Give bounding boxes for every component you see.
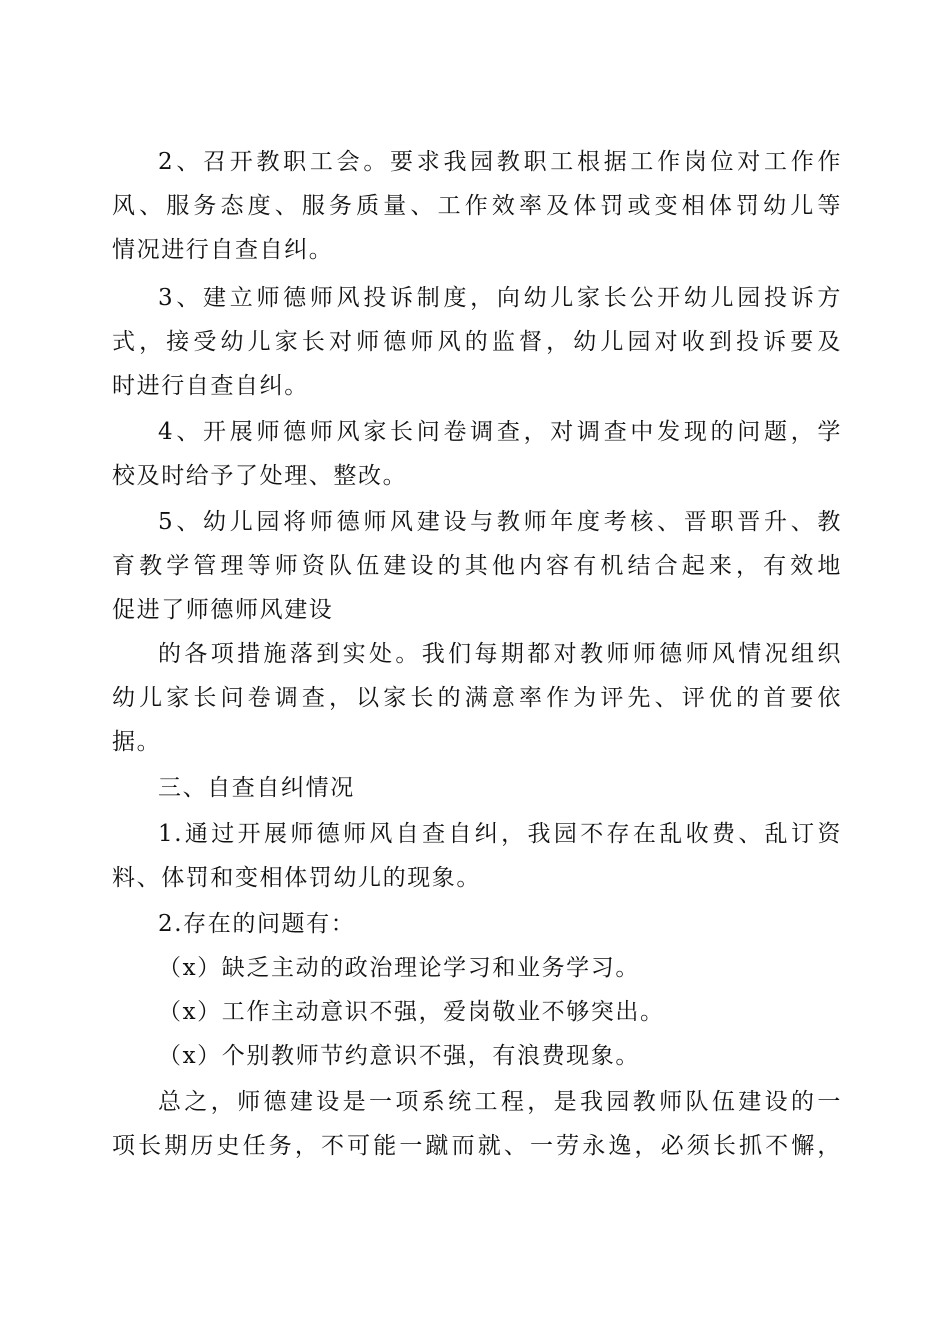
paragraph-3-line-2: 式，接受幼儿家长对师德师风的监督，幼儿园对收到投诉要及 — [112, 329, 842, 355]
paragraph-5-line-1: 5、幼儿园将师德师风建设与教师年度考核、晋职晋升、教 — [158, 509, 842, 535]
paragraph-5-line-3: 促进了师德师风建设 — [112, 597, 334, 623]
problem-2: （x）工作主动意识不强，爱岗敬业不够突出。 — [158, 999, 665, 1025]
paragraph-4-line-2: 校及时给予了处理、整改。 — [112, 463, 408, 489]
paragraph-6-line-3: 据。 — [112, 729, 162, 755]
paragraph-6-line-2: 幼儿家长问卷调查，以家长的满意率作为评先、评优的首要依 — [112, 685, 842, 711]
item-2-line-1: 2.存在的问题有： — [158, 911, 356, 937]
item-1-line-2: 料、体罚和变相体罚幼儿的现象。 — [112, 865, 481, 891]
paragraph-2-line-2: 风、服务态度、服务质量、工作效率及体罚或变相体罚幼儿等 — [112, 193, 842, 219]
item-1-line-1: 1.通过开展师德师风自查自纠，我园不存在乱收费、乱订资 — [158, 821, 842, 847]
paragraph-6-line-1: 的各项措施落到实处。我们每期都对教师师德师风情况组织 — [158, 641, 842, 667]
paragraph-2-line-3: 情况进行自查自纠。 — [112, 237, 334, 263]
problem-1: （x）缺乏主动的政治理论学习和业务学习。 — [158, 955, 640, 981]
paragraph-2-line-1: 2、召开教职工会。要求我园教职工根据工作岗位对工作作 — [158, 149, 842, 175]
summary-line-2: 项长期历史任务，不可能一蹴而就、一劳永逸，必须长抓不懈， — [112, 1133, 842, 1159]
problem-3: （x）个别教师节约意识不强，有浪费现象。 — [158, 1043, 640, 1069]
paragraph-3-line-3: 时进行自查自纠。 — [112, 373, 309, 399]
summary-line-1: 总之，师德建设是一项系统工程，是我园教师队伍建设的一 — [158, 1089, 842, 1115]
section-heading-self-check: 三、自查自纠情况 — [158, 775, 355, 801]
paragraph-3-line-1: 3、建立师德师风投诉制度，向幼儿家长公开幼儿园投诉方 — [158, 285, 842, 311]
paragraph-4-line-1: 4、开展师德师风家长问卷调查，对调查中发现的问题，学 — [158, 419, 842, 445]
paragraph-5-line-2: 育教学管理等师资队伍建设的其他内容有机结合起来，有效地 — [112, 553, 842, 579]
